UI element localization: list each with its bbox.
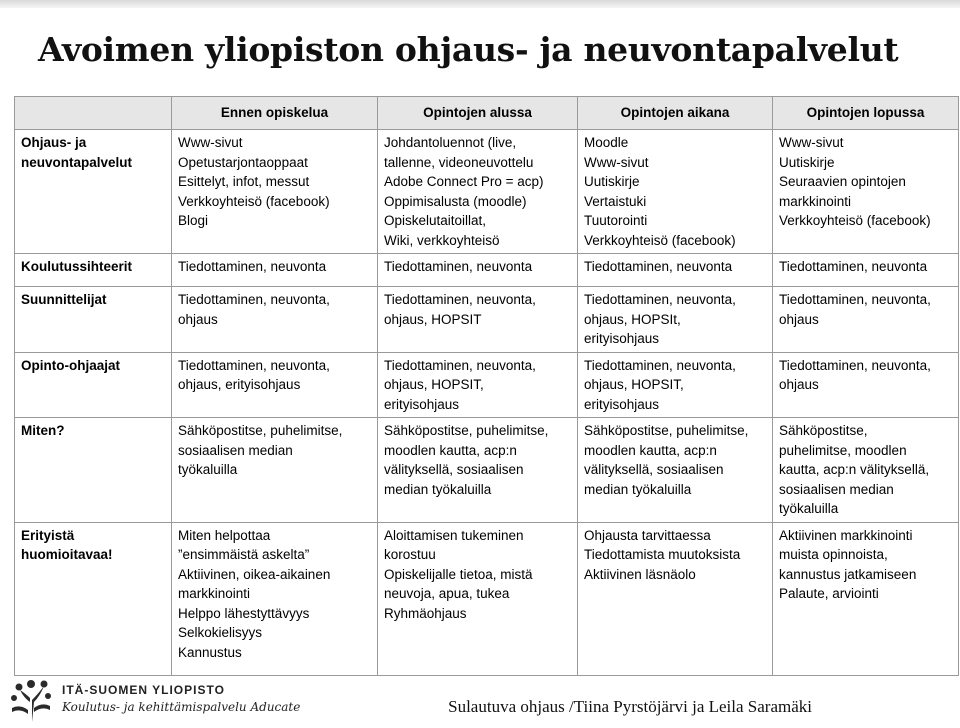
cell-line: Opetustarjontaoppaat [178, 154, 308, 170]
cell-line: Tiedottaminen, neuvonta, [779, 292, 931, 307]
cell-line: Tiedottaminen, neuvonta, [384, 292, 536, 307]
row-label-line: Suunnittelijat [21, 292, 107, 307]
table-cell [172, 254, 378, 287]
table-cell [578, 352, 773, 418]
cell-line: Opiskelijalle tietoa, mistä [384, 566, 533, 582]
table-cell [172, 352, 378, 418]
cell-line: ohjaus, HOPSIT [384, 311, 482, 327]
cell-line: Miten helpottaa [178, 527, 271, 543]
cell-line: Sähköpostitse, puhelimitse, [584, 423, 749, 438]
header-corner [15, 97, 172, 130]
header-end-of-studies: Opintojen lopussa [773, 97, 959, 130]
cell-line: Opiskelutaitoillat, [384, 213, 487, 228]
cell-line: tallenne, videoneuvottelu [384, 154, 534, 170]
row-label [15, 254, 172, 287]
table-cell [773, 522, 959, 675]
table-cell [773, 254, 959, 287]
cell-line: korostuu [384, 547, 436, 562]
table-cell [578, 287, 773, 353]
cell-line: Wiki, verkkoyhteisö [384, 232, 500, 248]
cell-line: ohjaus, HOPSIT, [384, 377, 484, 392]
cell-line: erityisohjaus [584, 396, 660, 412]
cell-line: Selkokielisyys [178, 625, 263, 640]
table-row-special-notes [15, 522, 959, 675]
table-cell [378, 418, 578, 523]
cell-line: sosiaalisen median [178, 442, 293, 458]
author-credit: Sulautuva ohjaus /Tiina Pyrstöjärvi ja Leila Saramäki [448, 697, 812, 716]
cell-line: Uutiskirje [779, 154, 835, 170]
cell-line: muista opinnoista, [779, 547, 888, 562]
table-cell [773, 352, 959, 418]
table-cell [172, 287, 378, 353]
table-cell [378, 352, 578, 418]
table-cell [773, 130, 959, 254]
table-cell [578, 522, 773, 675]
cell-line: Tiedottaminen, neuvonta [584, 259, 733, 274]
cell-line: Verkkoyhteisö (facebook) [178, 193, 330, 209]
cell-line: ohjaus [178, 311, 218, 327]
cell-line: Aktiivinen, oikea-aikainen [178, 566, 331, 582]
cell-line: puhelimitse, moodlen [779, 442, 907, 458]
cell-line: ohjaus [779, 377, 819, 392]
cell-line: Esittelyt, infot, messut [178, 174, 310, 189]
row-label-line: huomioitavaa! [21, 547, 113, 562]
table-row-counsellors [15, 352, 959, 418]
top-decoration-bar [0, 0, 960, 8]
cell-line: sosiaalisen median [779, 481, 894, 497]
cell-line: Adobe Connect Pro = acp) [384, 174, 544, 189]
cell-line: kannustus jatkamiseen [779, 566, 917, 582]
cell-line: Blogi [178, 213, 209, 228]
university-name: ITÄ-SUOMEN YLIOPISTO [62, 683, 225, 697]
cell-line: Palaute, arviointi [779, 586, 879, 601]
table-cell [172, 130, 378, 254]
cell-line: kautta, acp:n välityksellä, [779, 462, 930, 477]
row-label [15, 130, 172, 254]
cell-line: erityisohjaus [584, 331, 660, 346]
unit-name: Koulutus- ja kehittämispalvelu Aducate [62, 700, 301, 714]
cell-line: markkinointi [779, 193, 852, 209]
cell-line: Ohjausta tarvittaessa [584, 527, 711, 543]
cell-line: työkaluilla [178, 462, 238, 477]
table-cell [172, 418, 378, 523]
cell-line: Www-sivut [779, 135, 844, 150]
cell-line: Aloittamisen tukeminen [384, 527, 524, 543]
cell-line: ”ensimmäistä askelta” [178, 547, 310, 562]
cell-line: Kannustus [178, 644, 242, 660]
cell-line: Tuutorointi [584, 213, 648, 228]
table-row-how [15, 418, 959, 523]
row-label-line: Koulutussihteerit [21, 259, 133, 274]
cell-line: ohjaus, erityisohjaus [178, 377, 301, 392]
cell-line: työkaluilla [779, 501, 839, 516]
table-row-secretaries [15, 254, 959, 287]
table-cell [773, 418, 959, 523]
cell-line: erityisohjaus [384, 396, 460, 412]
table-cell [378, 254, 578, 287]
cell-line: Tiedottaminen, neuvonta, [178, 292, 330, 307]
cell-line: Johdantoluennot (live, [384, 135, 517, 150]
table-cell [378, 130, 578, 254]
cell-line: Verkkoyhteisö (facebook) [779, 213, 931, 228]
cell-line: Seuraavien opintojen [779, 174, 906, 189]
cell-line: Www-sivut [584, 154, 649, 170]
table-cell [773, 287, 959, 353]
cell-line: ohjaus, HOPSIT, [584, 377, 684, 392]
cell-line: Vertaistuki [584, 193, 647, 209]
cell-line: Uutiskirje [584, 174, 640, 189]
page-title: Avoimen yliopiston ohjaus- ja neuvontapalvelut [38, 30, 899, 69]
table-cell [378, 522, 578, 675]
table-cell [578, 418, 773, 523]
row-label-line: Opinto-ohjaajat [21, 357, 120, 373]
cell-line: ohjaus, HOPSIt, [584, 311, 681, 327]
cell-line: Tiedottamista muutoksista [584, 547, 741, 562]
cell-line: Moodle [584, 135, 629, 150]
row-label [15, 352, 172, 418]
cell-line: Aktiivinen läsnäolo [584, 566, 696, 582]
cell-line: välityksellä, sosiaalisen [584, 462, 724, 477]
row-label [15, 287, 172, 353]
header-during-studies: Opintojen aikana [578, 97, 773, 130]
cell-line: välityksellä, sosiaalisen [384, 462, 524, 477]
cell-line: Aktiivinen markkinointi [779, 527, 913, 543]
cell-line: Verkkoyhteisö (facebook) [584, 232, 736, 248]
table-cell [578, 130, 773, 254]
cell-line: Sähköpostitse, [779, 423, 868, 438]
cell-line: Sähköpostitse, puhelimitse, [384, 423, 549, 438]
cell-line: Tiedottaminen, neuvonta, [584, 357, 736, 373]
university-tree-logo-icon [8, 678, 54, 722]
cell-line: Tiedottaminen, neuvonta [178, 259, 327, 274]
cell-line: Tiedottaminen, neuvonta, [178, 357, 330, 373]
row-label-line: neuvontapalvelut [21, 154, 133, 170]
cell-line: neuvoja, apua, tukea [384, 586, 510, 601]
cell-line: Oppimisalusta (moodle) [384, 193, 527, 209]
cell-line: Tiedottaminen, neuvonta, [779, 357, 931, 373]
table-row-services [15, 130, 959, 254]
cell-line: Www-sivut [178, 135, 243, 150]
cell-line: Tiedottaminen, neuvonta, [584, 292, 736, 307]
header-start-of-studies: Opintojen alussa [378, 97, 578, 130]
cell-line: median työkaluilla [384, 481, 492, 497]
cell-line: moodlen kautta, acp:n [384, 442, 517, 458]
header-before-studies: Ennen opiskelua [172, 97, 378, 130]
cell-line: Ryhmäohjaus [384, 605, 467, 621]
table-header-row [15, 97, 959, 130]
row-label-line: Miten? [21, 423, 65, 438]
row-label-line: Ohjaus- ja [21, 135, 87, 150]
cell-line: ohjaus [779, 311, 819, 327]
row-label-line: Erityistä [21, 527, 75, 543]
services-table [14, 96, 959, 676]
cell-line: median työkaluilla [584, 481, 692, 497]
cell-line: moodlen kautta, acp:n [584, 442, 717, 458]
row-label [15, 418, 172, 523]
cell-line: markkinointi [178, 586, 251, 601]
cell-line: Helppo lähestyttävyys [178, 605, 310, 621]
cell-line: Tiedottaminen, neuvonta, [384, 357, 536, 373]
cell-line: Tiedottaminen, neuvonta [384, 259, 533, 274]
cell-line: Tiedottaminen, neuvonta [779, 259, 928, 274]
cell-line: Sähköpostitse, puhelimitse, [178, 423, 343, 438]
table-cell [578, 254, 773, 287]
table-cell [172, 522, 378, 675]
table-cell [378, 287, 578, 353]
table-row-planners [15, 287, 959, 353]
row-label [15, 522, 172, 675]
